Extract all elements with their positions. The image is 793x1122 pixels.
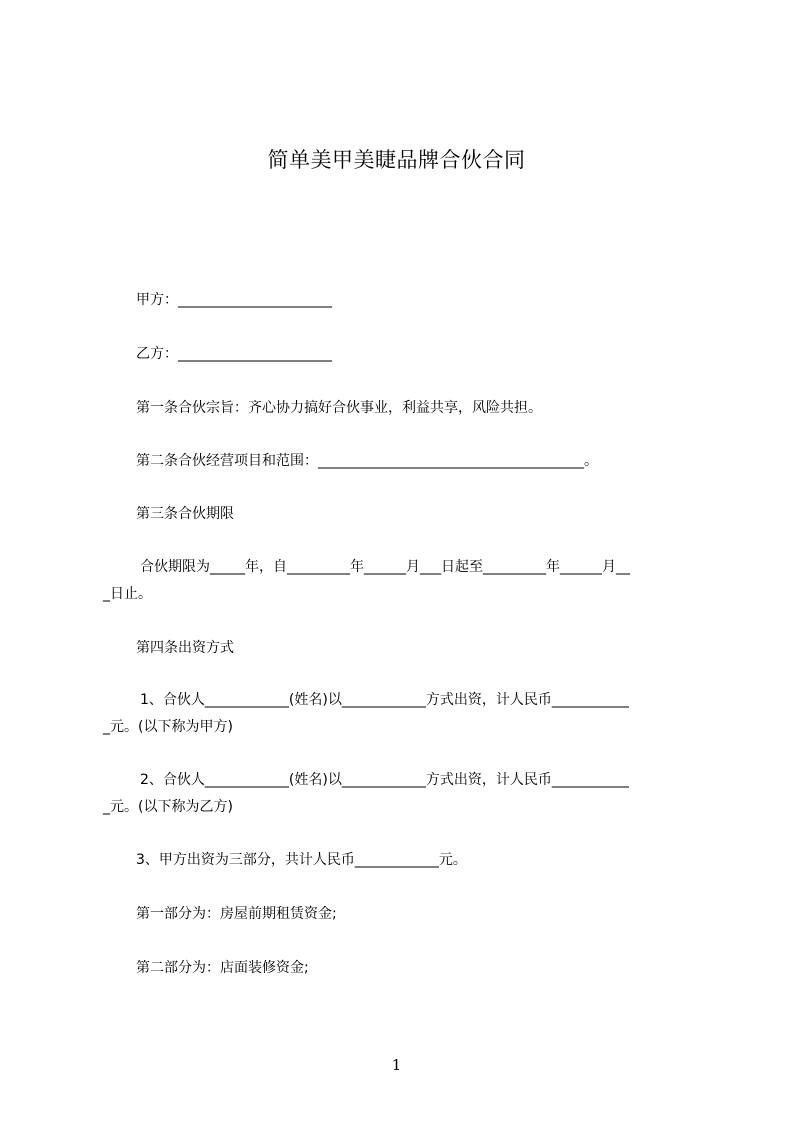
item-2-line-1: 2、合伙人____________(姓名)以____________方式出资，计人民币___________	[140, 772, 629, 788]
party-a-line: 甲方：______________________	[136, 292, 332, 308]
party-b-line: 乙方：______________________	[136, 346, 332, 362]
article-4-title: 第四条出资方式	[136, 640, 234, 656]
page-title: 简单美甲美睫品牌合伙合同	[267, 148, 526, 172]
article-1: 第一条合伙宗旨：齐心协力搞好合伙事业，利益共享，风险共担。	[136, 400, 542, 416]
article-2: 第二条合伙经营项目和范围：______________________________________。	[136, 453, 598, 469]
part-2: 第二部分为：店面装修资金;	[136, 960, 309, 976]
page-number: 1	[391, 1056, 402, 1074]
item-1-line-1: 1、合伙人____________(姓名)以____________方式出资，计人民币___________	[140, 692, 629, 708]
article-3-body-line-2: _日止。	[103, 586, 152, 602]
item-3: 3、甲方出资为三部分，共计人民币____________元。	[136, 852, 467, 868]
part-1: 第一部分为：房屋前期租赁资金;	[136, 906, 337, 922]
article-3-body-line-1: 合伙期限为_____年，自_________年______月___日起至_________年______月__	[140, 559, 630, 575]
item-1-line-2: _元。(以下称为甲方)	[103, 719, 233, 735]
item-2-line-2: _元。(以下称为乙方)	[103, 799, 233, 815]
article-3-title: 第三条合伙期限	[136, 506, 234, 522]
